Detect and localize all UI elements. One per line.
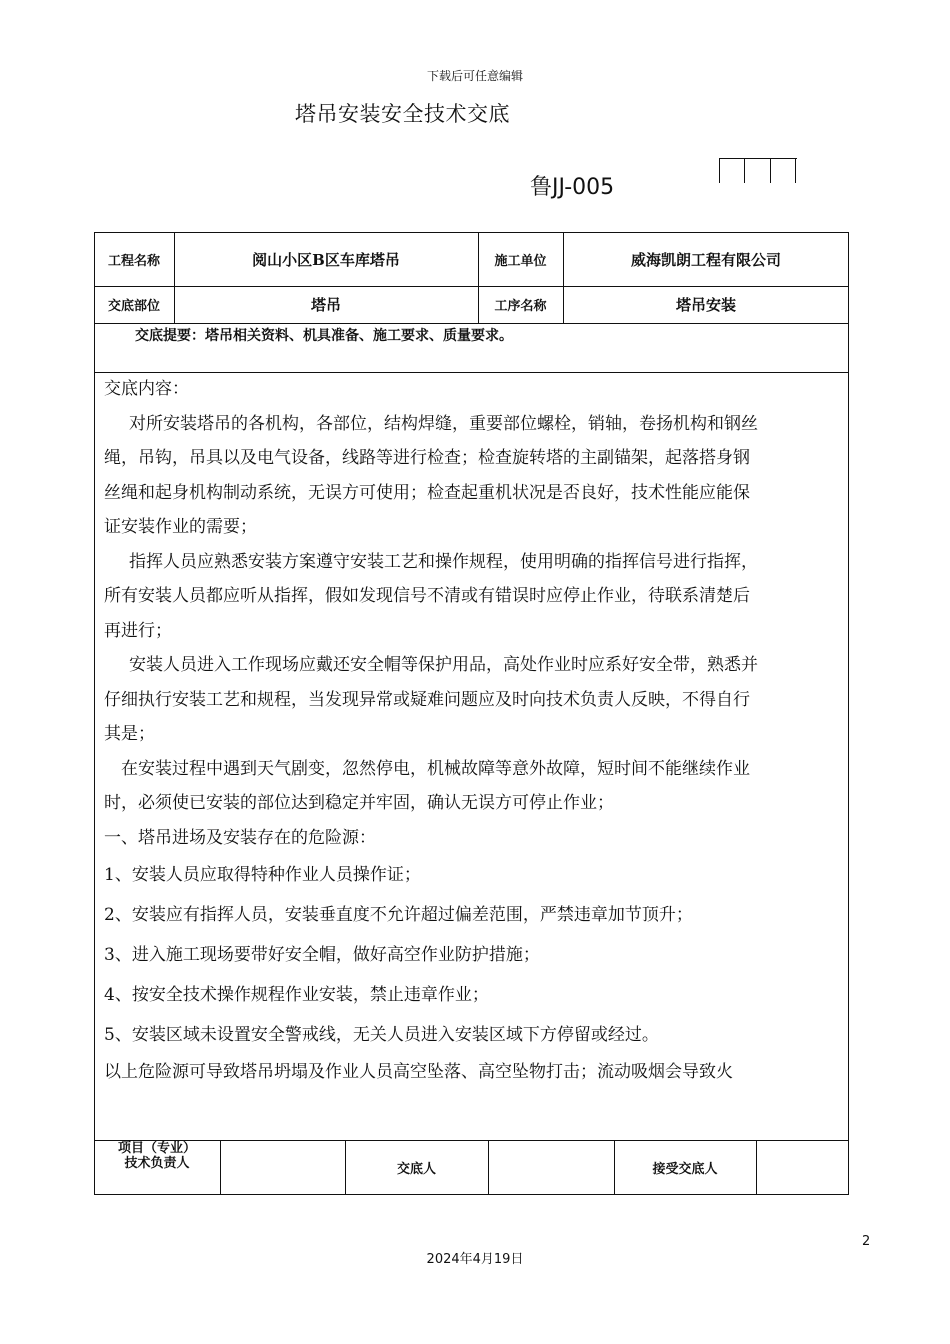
content-line: 指挥人员应熟悉安装方案遵守安装工艺和操作规程，使用明确的指挥信号进行指挥， <box>129 551 758 572</box>
closing-line: 以上危险源可导致塔吊坍塌及作业人员高空坠落、高空坠物打击；流动吸烟会导致火 <box>104 1062 733 1082</box>
page-number: 2 <box>862 1234 871 1249</box>
hazard-heading: 一、塔吊进场及安装存在的危险源： <box>104 827 376 848</box>
hazard-item: 5、安装区域未设置安全警戒线，无关人员进入安装区域下方停留或经过。 <box>104 1025 659 1045</box>
contractor-label: 施工单位 <box>494 253 547 269</box>
content-line: 安装人员进入工作现场应戴还安全帽等保护用品，高处作业时应系好安全带，熟悉并 <box>129 655 758 675</box>
hazard-item: 3、进入施工现场要带好安全帽，做好高空作业防护措施； <box>104 945 540 965</box>
tech-lead-label: 项目（专业） 技术负责人 <box>117 1141 196 1171</box>
hazard-item: 1、安装人员应取得特种作业人员操作证； <box>104 865 421 885</box>
content-heading: 交底内容： <box>104 379 189 399</box>
document-title: 塔吊安装安全技术交底 <box>295 102 510 126</box>
content-line: 在安装过程中遇到天气剧变，忽然停电，机械故障等意外故障，短时间不能继续作业 <box>121 758 750 779</box>
disclosure-summary: 交底提要：塔吊相关资料、机具准备、施工要求、质量要求。 <box>135 328 513 344</box>
content-line: 仔细执行安装工艺和规程，当发现异常或疑难问题应及时向技术负责人反映，不得自行 <box>104 689 750 710</box>
receiver-label: 接受交底人 <box>652 1162 718 1177</box>
disclosure-part-value: 塔吊 <box>310 296 341 314</box>
contractor-value: 威海凯朗工程有限公司 <box>630 250 781 269</box>
content-line: 证安装作业的需要； <box>104 517 257 537</box>
project-name-label: 工程名称 <box>107 253 160 269</box>
content-line: 时，必须使已安装的部位达到稳定并牢固，确认无误方可停止作业； <box>104 793 614 813</box>
content-line: 其是； <box>104 724 155 744</box>
content-line: 对所安装塔吊的各机构，各部位，结构焊缝，重要部位螺栓，销轴，卷扬机构和钢丝 <box>129 413 758 434</box>
page-date: 2024年4月19日 <box>426 1252 524 1267</box>
content-line: 丝绳和起身机构制动系统，无误方可使用；检查起重机状况是否良好，技术性能应能保 <box>104 482 750 503</box>
project-name-value: 阅山小区B区车库塔吊 <box>252 250 400 269</box>
content-line: 再进行； <box>104 620 172 641</box>
hazard-item: 4、按安全技术操作规程作业安装，禁止违章作业； <box>104 985 489 1005</box>
process-name-value: 塔吊安装 <box>675 296 736 314</box>
hazard-item: 2、安装应有指挥人员，安装垂直度不允许超过偏差范围，严禁违章加节顶升； <box>104 905 693 925</box>
header-note: 下载后可任意编辑 <box>426 69 523 83</box>
code-boxes <box>719 158 797 183</box>
document-code: 鲁JJ-005 <box>530 175 615 200</box>
content-line: 绳，吊钩，吊具以及电气设备，线路等进行检查；检查旋转塔的主副锚架，起落搭身钢 <box>104 448 750 468</box>
discloser-label: 交底人 <box>396 1162 436 1177</box>
disclosure-part-label: 交底部位 <box>107 299 160 314</box>
process-name-label: 工序名称 <box>494 299 547 314</box>
content-line: 所有安装人员都应听从指挥，假如发现信号不清或有错误时应停止作业，待联系清楚后 <box>104 586 750 606</box>
disclosure-content <box>104 372 844 1090</box>
